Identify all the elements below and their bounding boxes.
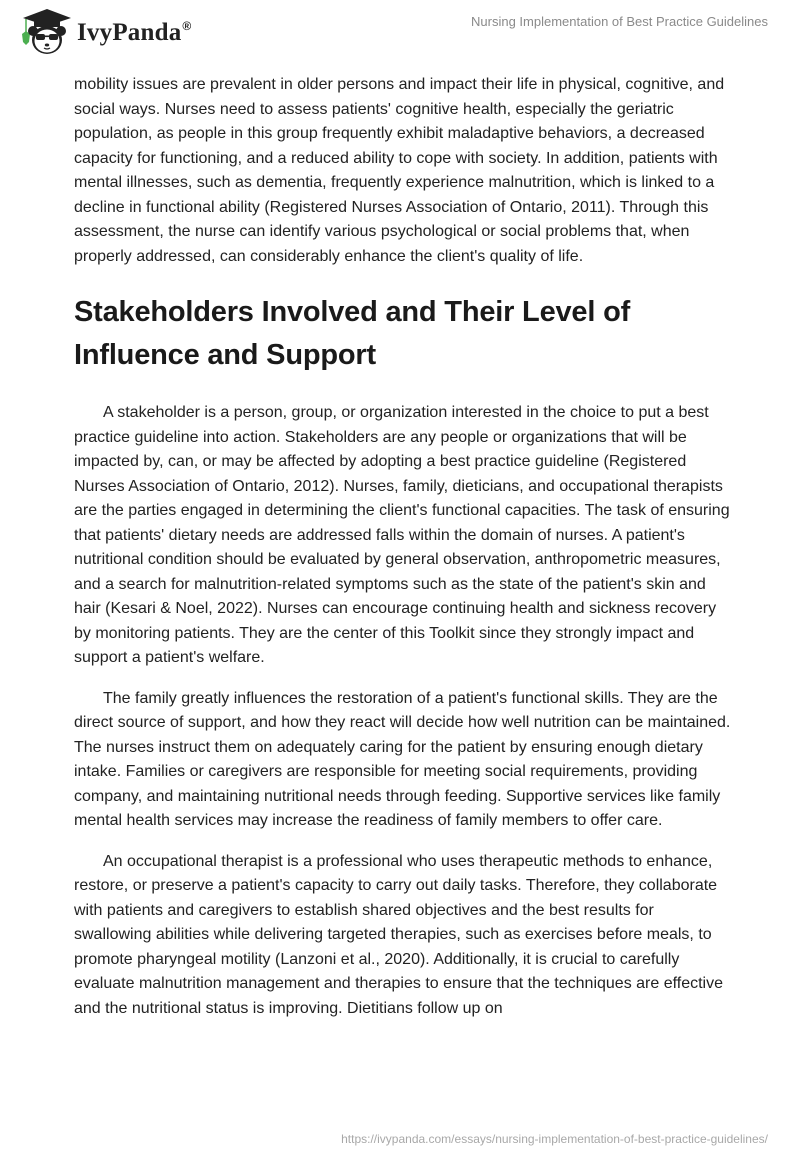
ivypanda-logo[interactable] — [17, 8, 191, 56]
section-heading: Stakeholders Involved and Their Level of Influence and Support — [74, 296, 631, 371]
paragraph-intro-continuation: mobility issues are prevalent in older persons and impact their life in physical, cognitive, and social ways. Nurses need to assess patients' cognitive health, especially the geriatric population, as people in this group frequently exhibit maladaptive behaviors, a decreased capacity for functioning, and a reduced ability to cope with society. In addition, patients with mental illnesses, such as dementia, frequently experience malnutrition, which is linked to a decline in functional ability (Registered Nurses Association of Ontario, 2011). Through this assessment, the nurse can identify various psychological or social problems that, when properly addressed, can considerably enhance the client's quality of life. — [74, 76, 725, 265]
panda-graduate-icon — [17, 7, 73, 57]
paragraph-occupational-therapist: An occupational therapist is a professional who uses therapeutic methods to enhance, restore, or preserve a patient's capacity to carry out daily tasks. Therefore, they collaborate with patients and caregivers to establish shared objectives and the best results for swallowing abilities while delivering targeted therapies, such as exercises before meals, to promote pharyngeal motility (Lanzoni et al., 2020). Additionally, it is crucial to carefully evaluate malnutrition management and therapies to ensure that the techniques are effective and the nutritional status is improving. Dietitians follow up on — [74, 852, 724, 1017]
page-header — [0, 0, 800, 60]
document-title: Nursing Implementation of Best Practice Guidelines — [471, 14, 768, 29]
registered-mark: ® — [182, 19, 192, 33]
paragraph-stakeholders: A stakeholder is a person, group, or organization interested in the choice to put a best practice guideline into action. Stakeholders are any people or organizations that will be impacted by, can, or may be affected by adopting a best practice guideline (Registered Nurses Association of Ontario, 2012). Nurses, family, dieticians, and occupational therapists are the parties engaged in determining the client's functional capacities. The task of ensuring that patients' dietary needs are addressed falls within the domain of nurses. A patient's nutritional condition should be evaluated by general observation, anthropometric measures, and a search for malnutrition-related symptoms such as the state of the patient's skin and hair (Kesari & Noel, 2022). Nurses can encourage continuing health and sickness recovery by monitoring patients. They are the center of this Toolkit since they strongly impact and support a patient's welfare. — [74, 404, 730, 666]
article-body — [74, 73, 734, 1037]
brand-name: IvyPanda® — [77, 19, 192, 46]
source-url[interactable]: https://ivypanda.com/essays/nursing-implementation-of-best-practice-guidelines/ — [341, 1132, 768, 1146]
paragraph-family: The family greatly influences the restoration of a patient's functional skills. They are the direct source of support, and how they react will decide how well nutrition can be maintained. The nurses instruct them on adequately caring for the patient by ensuring enough dietary intake. Families or caregivers are responsible for meeting social requirements, providing company, and maintaining nutritional needs through feeding. Supportive services like family mental health services may increase the readiness of family members to offer care. — [74, 689, 731, 829]
